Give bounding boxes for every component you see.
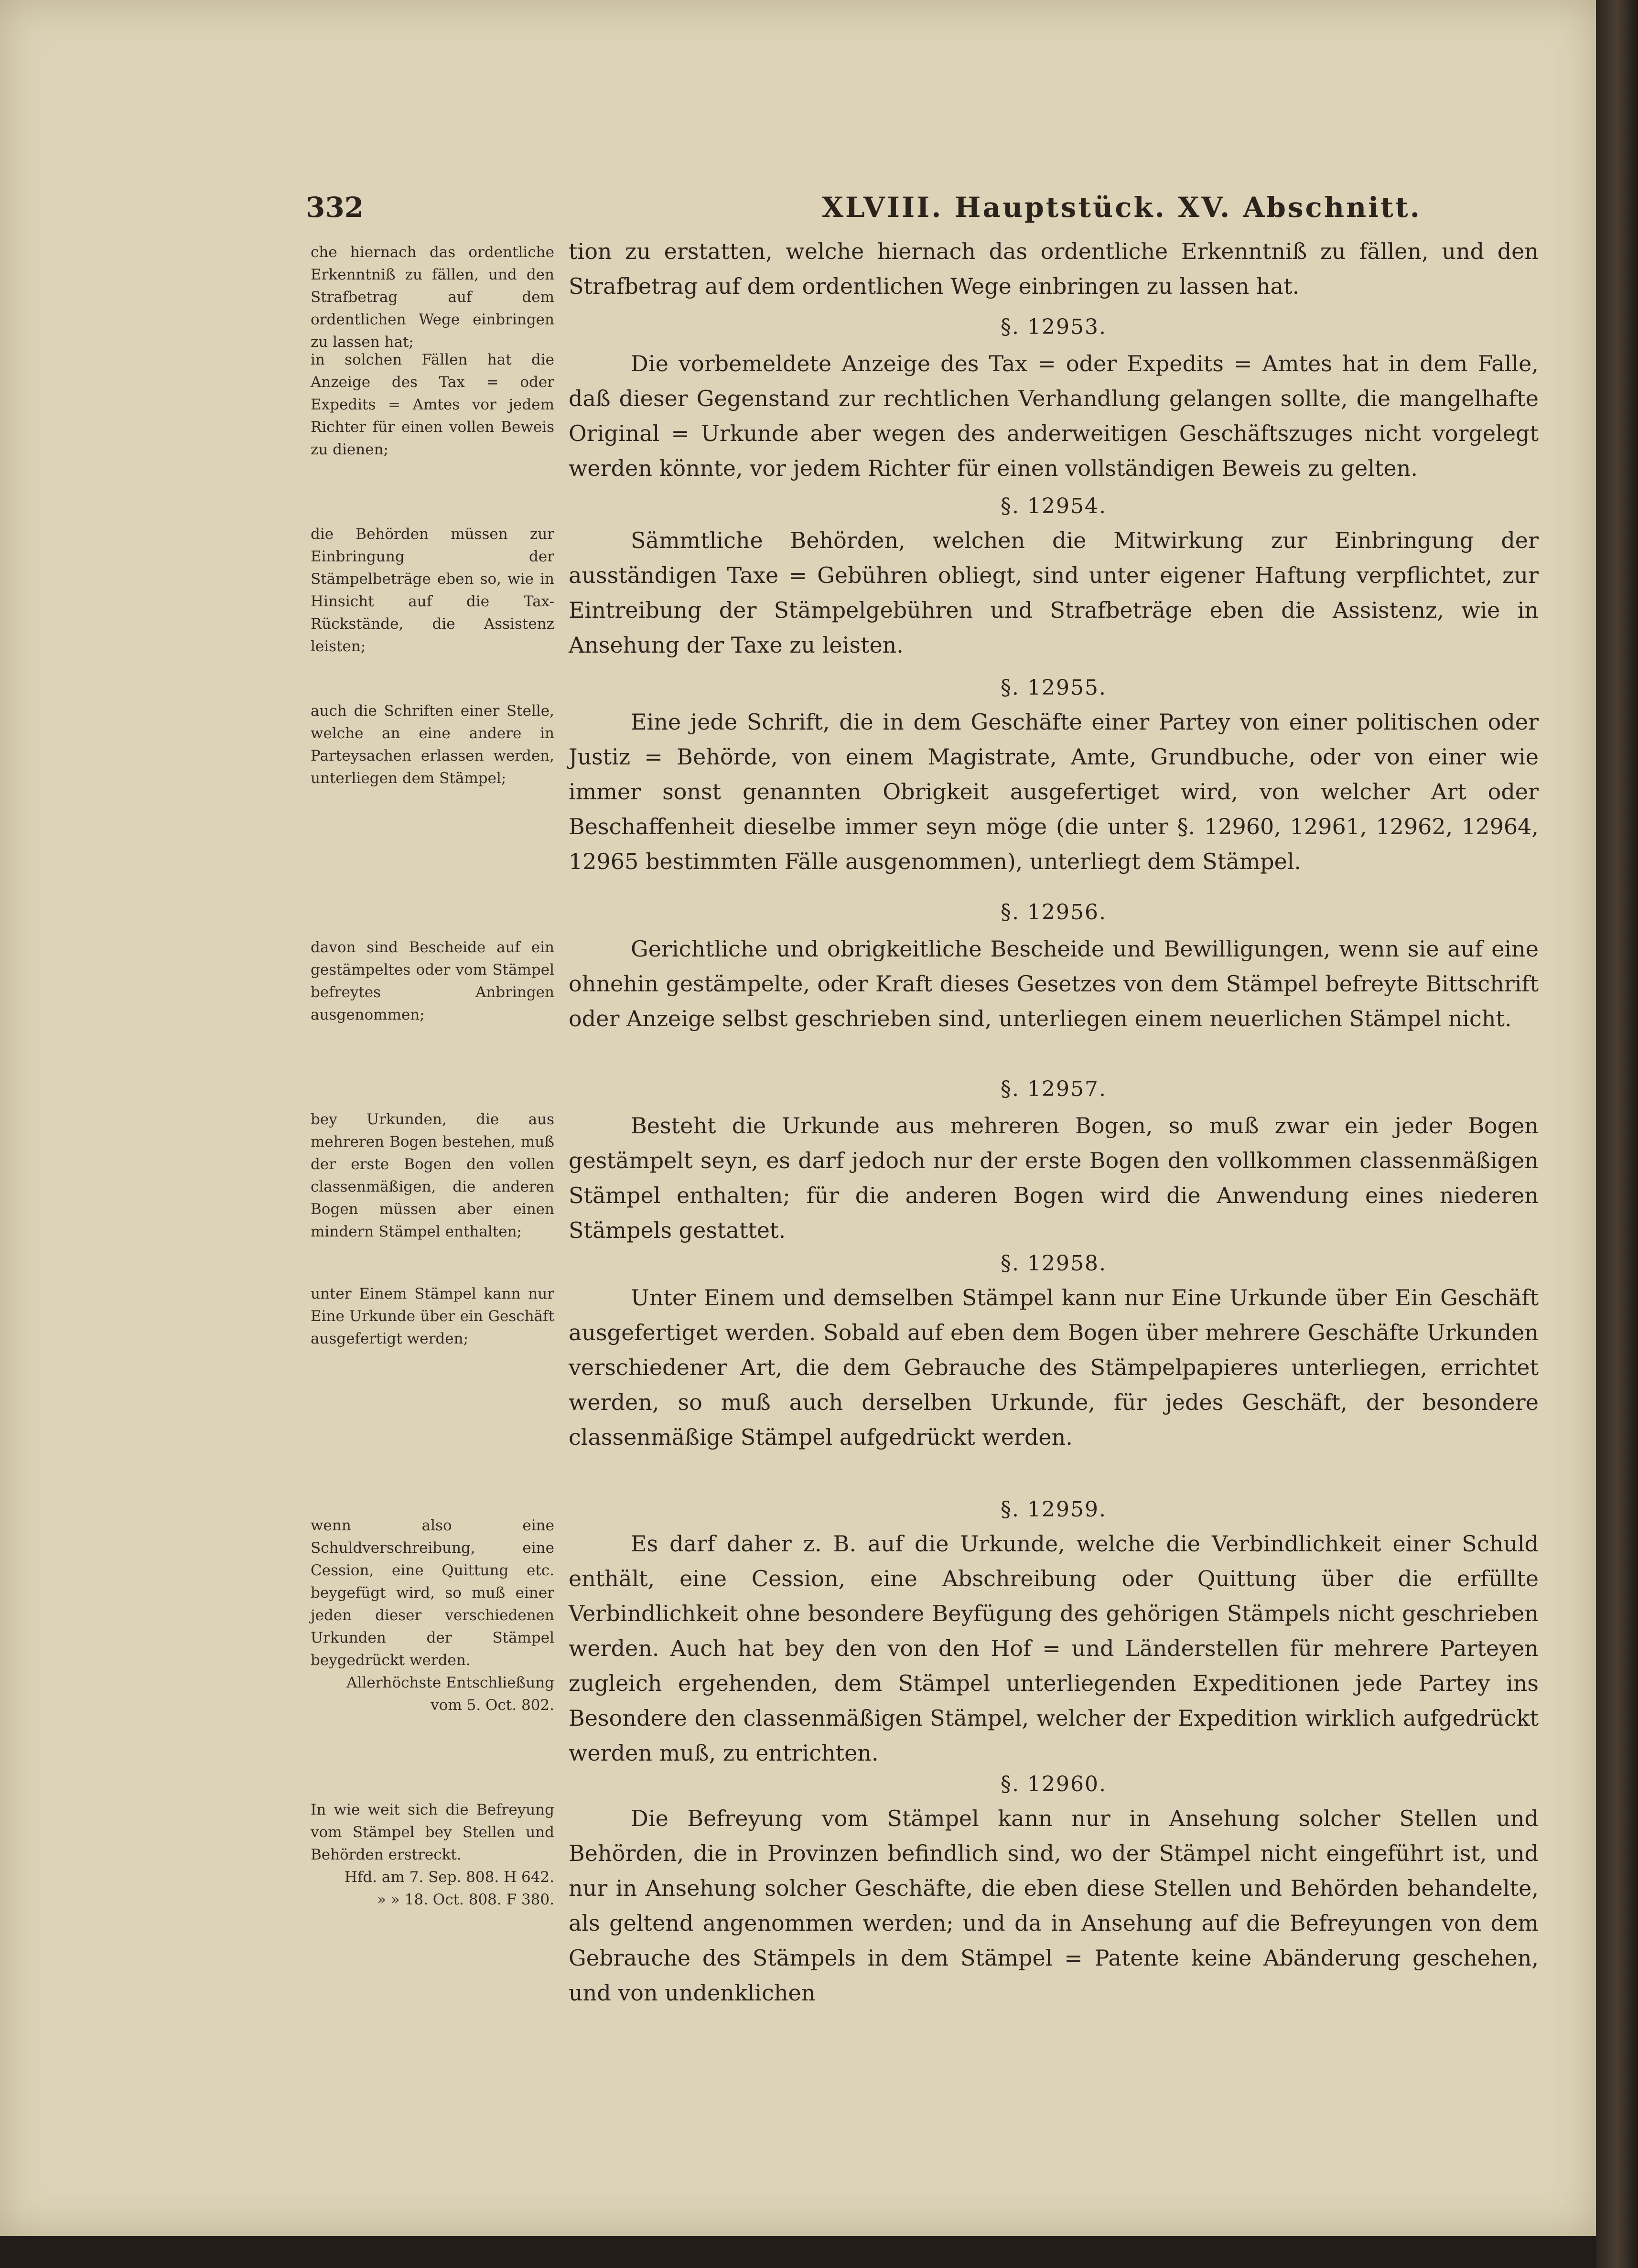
margin-note: auch die Schriften einer Stelle, welche an eine andere in Parteysachen erlassen werden, unterliegen dem Stämpel; [311,702,554,787]
paragraph-text: Gerichtliche und obrigkeitliche Bescheide und Bewilligungen, wenn sie auf eine ohnehin gestämpelte, oder Kraft dieses Gesetzes von dem Stämpel befreyte Bittschrift oder Anzeige selbst geschrieben sind, unterliegen einem neuerlichen Stämpel nicht. [569,936,1539,1032]
citation-hkd-a: Hfd. am 7. Sep. 808. H 642. [344,1869,554,1886]
margin-note: bey Urkunden, die aus mehreren Bogen bestehen, muß der erste Bogen den vollen classenmäßigen, die anderen Bogen müssen aber einen mindern Stämpel enthalten; [311,1111,554,1240]
paragraph [569,346,1539,486]
margin-notes-column [311,241,554,2152]
paragraph [569,932,1539,1036]
paragraph-text: Besteht die Urkunde aus mehreren Bogen, so muß zwar ein jeder Bogen gestämpelt seyn, es darf jedoch nur der erste Bogen den vollkommen classenmäßigen Stämpel enthalten; für die anderen Bogen wird die Anwendung eines niederen Stämpels gestattet. [569,1113,1539,1243]
paragraph [569,705,1539,879]
section-heading: §. 12956. [1001,900,1107,924]
paragraph-text: Sämmtliche Behörden, welchen die Mitwirkung zur Einbringung der ausständigen Taxe = Gebühren obliegt, sind unter eigener Haftung verpflichtet, zur Eintreibung der Stämpelgebühren und Strafbeträge eben die Assistenz, wie in Ansehung der Taxe zu leisten. [569,527,1539,658]
paragraph-intro: tion zu erstatten, welche hiernach das ordentliche Erkenntniß zu fällen, und den Strafbetrag auf dem ordentlichen Wege einbringen zu lassen hat. [569,238,1539,299]
paragraph [569,523,1539,663]
margin-note [311,1515,554,1717]
margin-note: che hiernach das ordentliche Erkenntniß zu fällen, und den Strafbetrag auf dem ordentlichen Wege einbringen zu lassen hat; [311,244,554,351]
section-heading: §. 12955. [1001,676,1107,700]
margin-note-text: In wie weit sich die Befreyung vom Stämpel bey Stellen und Behörden erstreckt. [311,1801,554,1863]
main-text-column [569,234,1539,2193]
section-heading: §. 12959. [1001,1497,1107,1522]
paragraph [569,1526,1539,1771]
paragraph-text: Es darf daher z. B. auf die Urkunde, welche die Verbindlichkeit einer Schuld enthält, eine Cession, eine Abschreibung oder Quittung über die erfüllte Verbindlichkeit ohne besondere Beyfügung des gehörigen Stämpels nicht geschrieben werden. Auch hat bey den von den Hof = und Länderstellen für mehrere Parteyen zugleich ergehenden, dem Stämpel unterliegenden Expeditionen jede Partey ins Besondere den classenmäßigen Stämpel, welcher der Expedition wirklich aufgedrückt werden muß, zu entrichten. [569,1531,1539,1766]
paragraph [569,1280,1539,1455]
margin-note: in solchen Fällen hat die Anzeige des Tax = oder Expedits = Amtes vor jedem Richter für einen vollen Beweis zu dienen; [311,351,554,458]
section-heading: §. 12953. [1001,315,1107,339]
paragraph-text: Die Befreyung vom Stämpel kann nur in Ansehung solcher Stellen und Behörden, die in Provinzen befindlich sind, wo der Stämpel nicht eingeführt ist, und nur in Ansehung solcher Geschäfte, die eben diese Stellen und Behörden behandelte, als geltend angenommen werden; und da in Ansehung auf die Befreyungen von dem Gebrauche des Stämpels in dem Stämpel = Patente keine Abänderung geschehen, und von undenklichen [569,1806,1539,2006]
section-heading: §. 12954. [1001,494,1107,518]
margin-note-text: wenn also eine Schuldverschreibung, eine Cession, eine Quittung etc. beygefügt wird, so muß einer jeden dieser verschiedenen Urkunden der Stämpel beygedrückt werden. [311,1517,554,1669]
page-header [0,191,1596,234]
section-heading: §. 12957. [1001,1077,1107,1101]
paragraph-text: Unter Einem und demselben Stämpel kann nur Eine Urkunde über Ein Geschäft ausgefertiget werden. Sobald auf eben dem Bogen über mehrere Geschäfte Urkunden verschiedener Art, die dem Gebrauche des Stämpelpapieres unterliegen, errichtet werden, so muß auch derselben Urkunde, für jedes Geschäft, der besondere classenmäßige Stämpel aufgedrückt werden. [569,1285,1539,1450]
page-bottom-edge [0,2236,1596,2268]
paragraph [569,1108,1539,1248]
page-number: 332 [306,191,364,224]
paragraph-text: Die vorbemeldete Anzeige des Tax = oder Expedits = Amtes hat in dem Falle, daß dieser Gegenstand zur rechtlichen Verhandlung gelangen sollte, die mangelhafte Original = Urkunde aber wegen des anderweitigen Geschäftszuges nicht vorgelegt werden könnte, vor jedem Richter für einen vollständigen Beweis zu gelten. [569,351,1539,481]
paragraph [569,1801,1539,2010]
paragraph-text: Eine jede Schrift, die in dem Geschäfte einer Partey von einer politischen oder Justiz = Behörde, von einem Magistrate, Amte, Grundbuche, oder von einer wie immer sonst genannten Obrigkeit ausgefertiget wird, von welcher Art oder Beschaffenheit dieselbe immer seyn möge (die unter §. 12960, 12961, 12962, 12964, 12965 bestimmten Fälle ausgenommen), unterliegt dem Stämpel. [569,709,1539,874]
margin-note: die Behörden müssen zur Einbringung der Stämpelbeträge eben so, wie in Hinsicht auf die Tax-Rückstände, die Assistenz leisten; [311,526,554,655]
margin-note: davon sind Bescheide auf ein gestämpeltes oder vom Stämpel befreytes Anbringen ausgenommen; [311,939,554,1023]
section-heading: §. 12958. [1001,1251,1107,1276]
book-spine-edge [1596,0,1638,2268]
citation-hkd-b: » » 18. Oct. 808. F 380. [377,1891,554,1908]
section-heading: §. 12960. [1001,1772,1107,1796]
margin-note: unter Einem Stämpel kann nur Eine Urkunde über ein Geschäft ausgefertigt werden; [311,1285,554,1347]
running-head: XLVIII. Hauptstück. XV. Abschnitt. [822,191,1422,224]
citation-decree: Allerhöchste Entschließung vom 5. Oct. 802. [346,1674,554,1714]
margin-note [311,1799,554,1911]
